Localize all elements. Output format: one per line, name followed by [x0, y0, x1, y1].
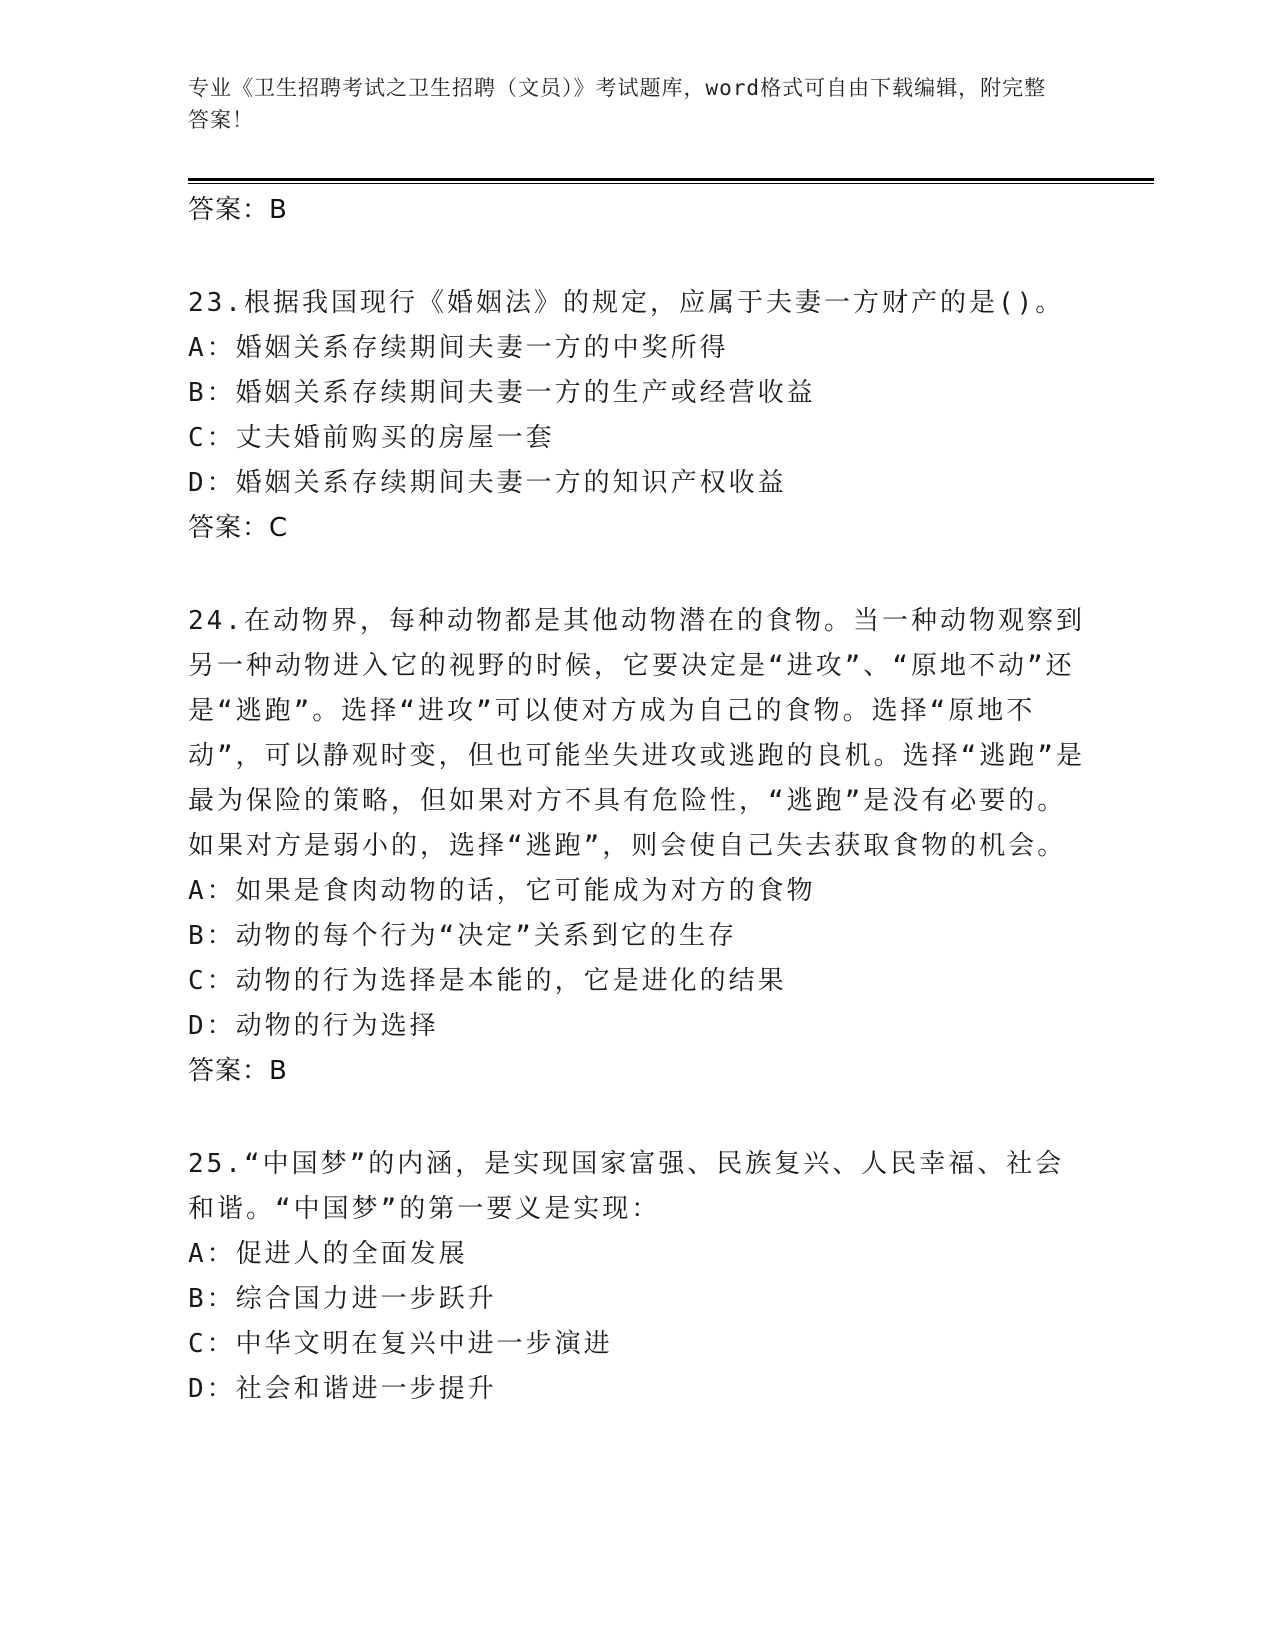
option-a: A：促进人的全面发展: [188, 1239, 468, 1269]
option-d: D：社会和谐进一步提升: [188, 1374, 497, 1404]
option-d: D：动物的行为选择: [188, 1011, 439, 1041]
option-d: D：婚姻关系存续期间夫妻一方的知识产权收益: [188, 468, 787, 498]
answer-line: 答案：B: [188, 195, 288, 225]
document-body: [188, 188, 1088, 1412]
answer-line: 答案：B: [188, 1056, 288, 1086]
question-stem: 23.根据我国现行《婚姻法》的规定，应属于夫妻一方财产的是()。: [188, 288, 1065, 318]
option-a: A：如果是食肉动物的话，它可能成为对方的食物: [188, 876, 816, 906]
page-header: 专业《卫生招聘考试之卫生招聘（文员）》考试题库，word格式可自由下载编辑，附完整答案！: [188, 76, 1047, 132]
option-b: B：动物的每个行为“决定”关系到它的生存: [188, 921, 737, 951]
question-stem: 24.在动物界，每种动物都是其他动物潜在的食物。当一种动物观察到另一种动物进入它的视野的时候，它要决定是“进攻”、“原地不动”还是“逃跑”。选择“进攻”可以使对方成为自己的食物。选择“原地不动”，可以静观时变，但也可能坐失进攻或逃跑的良机。选择“逃跑”是最为保险的策略，但如果对方不具有危险性，“逃跑”是没有必要的。如果对方是弱小的，选择“逃跑”，则会使自己失去获取食物的机会。: [188, 606, 1085, 861]
option-b: B：婚姻关系存续期间夫妻一方的生产或经营收益: [188, 378, 816, 408]
answer-line: 答案：C: [188, 513, 289, 543]
question-25: [188, 1142, 1088, 1412]
question-stem: 25.“中国梦”的内涵，是实现国家富强、民族复兴、人民幸福、社会和谐。“中国梦”的第一要义是实现：: [188, 1149, 1065, 1224]
question-23: [188, 281, 1088, 551]
option-c: C：动物的行为选择是本能的，它是进化的结果: [188, 966, 787, 996]
header-divider-thin: [188, 183, 1154, 184]
option-c: C：中华文明在复兴中进一步演进: [188, 1329, 613, 1359]
question-24: [188, 599, 1088, 1094]
header-divider-thick: [188, 178, 1154, 181]
option-c: C：丈夫婚前购买的房屋一套: [188, 423, 555, 453]
option-a: A：婚姻关系存续期间夫妻一方的中奖所得: [188, 333, 729, 363]
option-b: B：综合国力进一步跃升: [188, 1284, 497, 1314]
